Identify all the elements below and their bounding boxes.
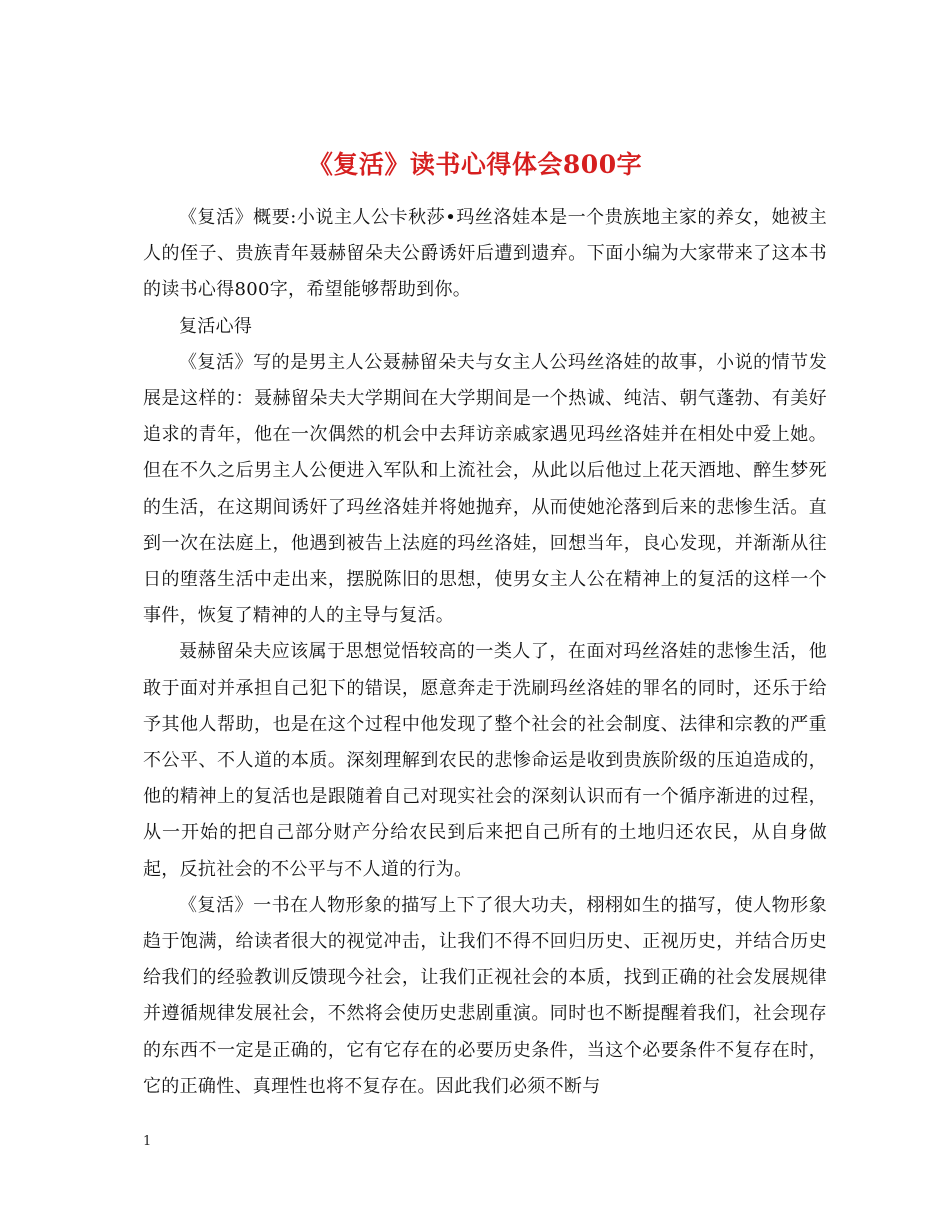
page-number: 1 [143,1134,152,1149]
paragraph-summary: 《复活》概要:小说主人公卡秋莎•玛丝洛娃本是一个贵族地主家的养女，她被主人的侄子、贵族青年聂赫留朵夫公爵诱奸后遭到遗弃。下面小编为大家带来了这本书的读书心得800字，希望能够帮助到你。 [143,207,827,301]
paragraph-reflection: 《复活》一书在人物形象的描写上下了很大功夫，栩栩如生的描写，使人物形象趋于饱满，给读者很大的视觉冲击，让我们不得不回归历史、正视历史，并结合历史给我们的经验教训反馈现今社会，让我们正视社会的本质，找到正确的社会发展规律并遵循规律发展社会，不然将会使历史悲剧重演。同时也不断提醒着我们，社会现存的东西不一定是正确的，它有它存在的必要历史条件，当这个必要条件不复存在时，它的正确性、真理性也将不复存在。因此我们必须不断与 [143,894,827,1097]
paragraph-plot: 《复活》写的是男主人公聂赫留朵夫与女主人公玛丝洛娃的故事，小说的情节发展是这样的：聂赫留朵夫大学期间在大学期间是一个热诚、纯洁、朝气蓬勃、有美好追求的青年，他在一次偶然的机会中去拜访亲戚家遇见玛丝洛娃并在相处中爱上她。但在不久之后男主人公便进入军队和上流社会，从此以后他过上花天酒地、醉生梦死的生活，在这期间诱奸了玛丝洛娃并将她抛弃，从而使她沦落到后来的悲惨生活。直到一次在法庭上，他遇到被告上法庭的玛丝洛娃，回想当年，良心发现，并渐渐从往日的堕落生活中走出来，摆脱陈旧的思想，使男女主人公在精神上的复活的这样一个事件，恢复了精神的人的主导与复活。 [143,351,827,627]
paragraph-character: 聂赫留朵夫应该属于思想觉悟较高的一类人了，在面对玛丝洛娃的悲惨生活，他敢于面对并承担自己犯下的错误，愿意奔走于洗刷玛丝洛娃的罪名的同时，还乐于给予其他人帮助，也是在这个过程中他发现了整个社会的社会制度、法律和宗教的严重不公平、不人道的本质。深刻理解到农民的悲惨命运是收到贵族阶级的压迫造成的，他的精神上的复活也是跟随着自己对现实社会的深刻认识而有一个循序渐进的过程，从一开始的把自己部分财产分给农民到后来把自己所有的土地归还农民，从自身做起，反抗社会的不公平与不人道的行为。 [143,641,827,880]
document-title: 《复活》读书心得体会800字 [307,149,643,179]
document-body [143,200,827,1105]
section-heading: 复活心得 [179,315,253,337]
